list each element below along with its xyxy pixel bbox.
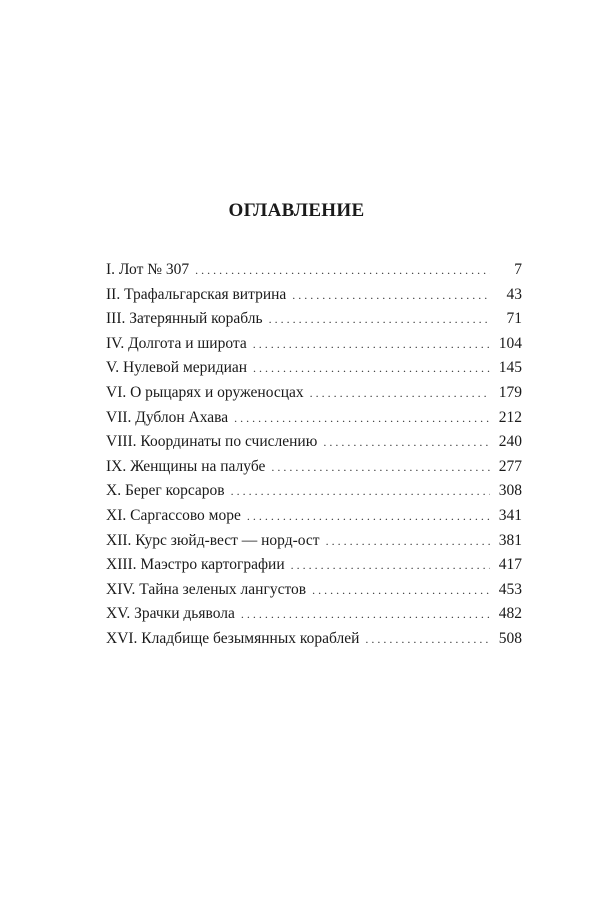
- toc-entry: [106, 258, 522, 283]
- toc-entry-page-number: 453: [498, 580, 522, 598]
- toc-entry-title: IX. Женщины на палубе: [106, 457, 266, 475]
- toc-entry-page-number: 240: [498, 433, 522, 451]
- toc-entry-page-number: 482: [498, 605, 522, 623]
- toc-entry: [106, 504, 522, 529]
- toc-entry-title: VIII. Координаты по счислению: [106, 433, 318, 451]
- dot-leader: [310, 381, 490, 406]
- dot-leader: [365, 627, 490, 652]
- toc-title: ОГЛАВЛЕНИЕ: [228, 200, 365, 221]
- toc-entry-title: X. Берег корсаров: [106, 482, 225, 500]
- toc-entry-title: XIII. Маэстро картографии: [106, 556, 285, 574]
- toc-entry: [106, 553, 522, 578]
- toc-entry: [106, 455, 522, 480]
- dot-leader: [253, 332, 490, 357]
- dot-leader: [292, 283, 490, 308]
- dot-leader: [231, 479, 490, 504]
- toc-entry-title: III. Затерянный корабль: [106, 310, 263, 328]
- dot-leader: [234, 406, 490, 431]
- dot-leader: [323, 430, 490, 455]
- toc-entry-title: II. Трафальгарская витрина: [106, 285, 287, 303]
- toc-entry-title: VII. Дублон Ахава: [106, 408, 229, 426]
- toc-entry: [106, 430, 522, 455]
- dot-leader: [247, 504, 490, 529]
- toc-entry-page-number: 43: [506, 285, 522, 303]
- toc-entry-page-number: 508: [498, 629, 522, 647]
- toc-entry-page-number: 7: [514, 261, 522, 278]
- toc-entry-page-number: 212: [498, 408, 522, 426]
- toc-entry: [106, 602, 522, 627]
- toc-entry-title: XV. Зрачки дьявола: [106, 605, 235, 623]
- toc-entry-page-number: 179: [498, 383, 522, 401]
- toc-entry-page-number: 104: [498, 334, 522, 352]
- dot-leader: [271, 455, 490, 480]
- toc-entry: [106, 578, 522, 603]
- toc-entry-page-number: 381: [498, 531, 522, 549]
- toc-entry-page-number: 145: [498, 359, 522, 377]
- toc-entry-title: XVI. Кладбище безымянных кораблей: [106, 629, 360, 647]
- toc-entry-page-number: 277: [498, 457, 522, 475]
- dot-leader: [195, 258, 490, 283]
- toc-entry-title: VI. О рыцарях и оруженосцах: [106, 383, 304, 401]
- toc-entry: [106, 381, 522, 406]
- toc-entry: [106, 627, 522, 652]
- toc-entry-page-number: 71: [506, 310, 522, 328]
- toc-entry: [106, 283, 522, 308]
- toc-entry: [106, 479, 522, 504]
- toc-entry-title: IV. Долгота и широта: [106, 334, 247, 352]
- toc-entry-title: I. Лот № 307: [106, 261, 190, 278]
- dot-leader: [269, 307, 490, 332]
- toc-entry-page-number: 308: [498, 482, 522, 500]
- toc-entry-title: XII. Курс зюйд-вест — норд-ост: [106, 531, 320, 549]
- dot-leader: [312, 578, 490, 603]
- toc-entry: [106, 307, 522, 332]
- toc-entry-page-number: 341: [498, 506, 522, 524]
- dot-leader: [291, 553, 490, 578]
- toc-entry: [106, 356, 522, 381]
- dot-leader: [253, 356, 490, 381]
- toc-entry: [106, 406, 522, 431]
- toc-entry-page-number: 417: [498, 556, 522, 574]
- toc-entry: [106, 529, 522, 554]
- toc-list: [106, 258, 522, 652]
- dot-leader: [326, 529, 490, 554]
- toc-entry-title: XI. Саргассово море: [106, 506, 241, 524]
- toc-entry-title: V. Нулевой меридиан: [106, 359, 248, 377]
- dot-leader: [241, 602, 490, 627]
- toc-entry: [106, 332, 522, 357]
- toc-entry-title: XIV. Тайна зеленых лангустов: [106, 580, 307, 598]
